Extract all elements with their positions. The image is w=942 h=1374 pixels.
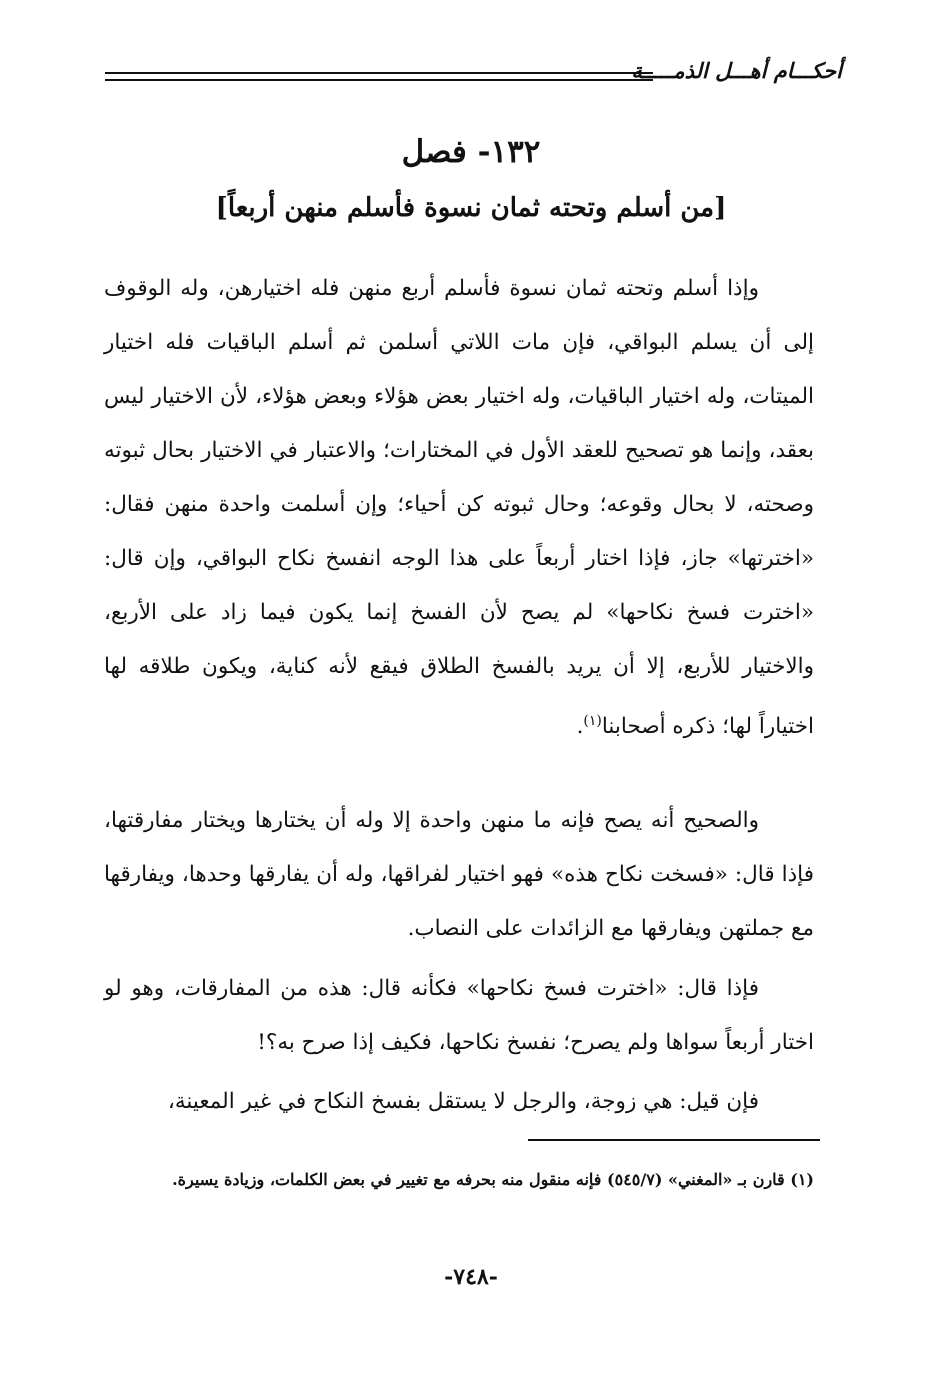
chapter-heading: ١٣٢- فصل <box>401 134 541 170</box>
running-title: أحكـــام أهـــل الذمـــــة <box>631 58 842 83</box>
footnote: (١) قارن بـ «المغني» (٥٤٥/٧) فإنه منقول منه بحرفه مع تغيير في بعض الكلمات، وزيادة يسيرة. <box>172 1170 814 1189</box>
chapter-subtitle: [من أسلم وتحته ثمان نسوة فأسلم منهن أربعاً] <box>215 193 727 223</box>
page-number: -٧٤٨- <box>444 1264 498 1290</box>
footnote-reference: (١) <box>583 713 602 729</box>
paragraph-end: . <box>576 714 584 740</box>
paragraph <box>104 262 814 754</box>
header-double-rule <box>105 72 653 81</box>
paragraph-text: وإذا أسلم وتحته ثمان نسوة فأسلم أربع منهن فله اختيارهن، وله الوقوف إلى أن يسلم البواقي، فإن مات اللاتي أسلمن ثم أسلم الباقيات فله اختيار الميتات، وله اختيار الباقيات، وله اختيار بعض هؤلاء وبعض هؤلاء، لأن الاختيار ليس بعقد، وإنما هو تصحيح للعقد الأول في المختارات؛ والاعتبار في الاختيار بحال ثبوته وصحته، لا بحال وقوعه؛ وحال ثبوته كن أحياء؛ وإن أسلمت واحدة منهن فقال: «اخترتها» جاز، فإذا اختار أربعاً على هذا الوجه انفسخ نكاح البواقي، وإن قال: «اخترت فسخ نكاحها» لم يصح لأن الفسخ إنما يكون فيما زاد على الأربع، والاختيار للأربع، إلا أن يريد بالفسخ الطلاق فيقع لأنه كناية، ويكون طلاقه لها اختياراً لها؛ ذكره أصحابنا <box>104 276 814 740</box>
footnote-separator <box>528 1139 820 1141</box>
paragraph: فإن قيل: هي زوجة، والرجل لا يستقل بفسخ النكاح في غير المعينة، <box>167 1089 759 1114</box>
paragraph: والصحيح أنه يصح فإنه ما منهن واحدة إلا وله أن يختارها ويختار مفارقتها، فإذا قال: «فسخت نكاح هذه» فهو اختيار لفراقها، وله أن يفارقها وحدها، ويفارقها مع جملتهن ويفارقها مع الزائدات على النصاب. <box>104 808 814 941</box>
paragraph: فإذا قال: «اخترت فسخ نكاحها» فكأنه قال: هذه من المفارقات، وهو لو اختار أربعاً سواها ولم يصرح؛ نفسخ نكاحها، فكيف إذا صرح به؟! <box>104 976 814 1055</box>
